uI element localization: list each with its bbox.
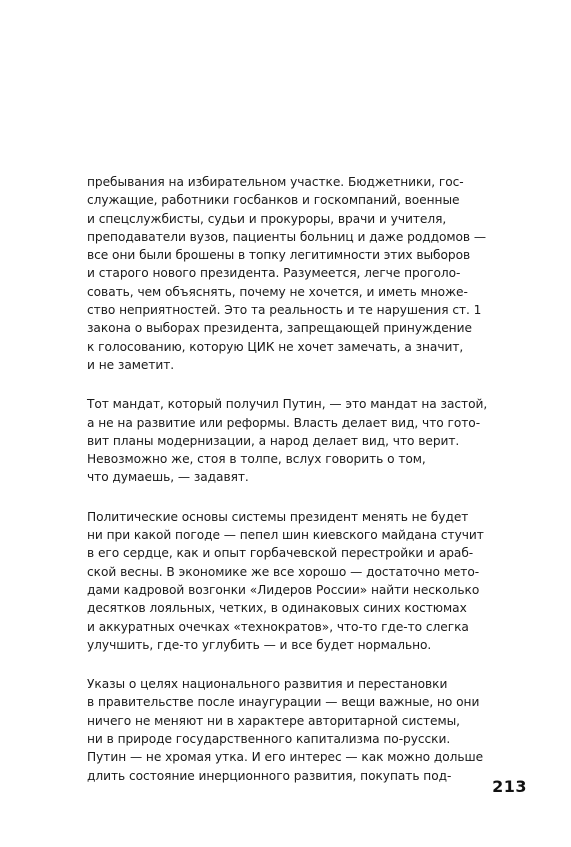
- text-line: в правительстве после инаугурации — вещи важные, но они: [87, 695, 480, 710]
- paragraph-2: [87, 395, 488, 486]
- text-line: вит планы модернизации, а народ делает вид, что верит.: [87, 433, 460, 448]
- text-line: улучшить, где-то углубить — и все будет нормально.: [87, 637, 432, 652]
- text-line: Невозможно же, стоя в толпе, вслух говорить о том,: [87, 452, 426, 467]
- text-line: и аккуратных очечках «технократов», что-то где-то слегка: [87, 619, 469, 634]
- text-line: совать, чем объяснять, почему не хочется, и иметь множе-: [87, 284, 468, 299]
- text-line: ство неприятностей. Это та реальность и те нарушения ст. 1: [87, 303, 482, 318]
- text-line: и старого нового президента. Разумеется, легче проголо-: [87, 266, 461, 281]
- text-line: Указы о целях национального развития и перестановки: [87, 677, 448, 692]
- text-line: а не на развитие или реформы. Власть делает вид, что гото-: [87, 415, 481, 430]
- text-line: ни в природе государственного капитализма по-русски.: [87, 732, 451, 747]
- text-line: и спецслужбисты, судьи и прокуроры, врачи и учителя,: [87, 211, 447, 226]
- text-line: что думаешь, — задавят.: [87, 470, 249, 485]
- text-line: ской весны. В экономике же все хорошо — достаточно мето-: [87, 564, 480, 579]
- text-line: служащие, работники госбанков и госкомпаний, военные: [87, 193, 460, 208]
- text-line: и не заметит.: [87, 357, 175, 372]
- text-line: ничего не меняют ни в характере авторитарной системы,: [87, 713, 461, 728]
- text-line: дами кадровой возгонки «Лидеров России» найти несколько: [87, 582, 480, 597]
- text-line: пребывания на избирательном участке. Бюджетники, гос-: [87, 175, 464, 189]
- paragraph-1: [87, 173, 487, 374]
- page-number: 213: [492, 777, 527, 796]
- text-line: десятков лояльных, четких, в одинаковых синих костюмах: [87, 601, 467, 616]
- text-line: длить состояние инерционного развития, покупать под-: [87, 768, 452, 783]
- body-text: [87, 173, 488, 806]
- paragraph-4: [87, 675, 484, 785]
- text-line: закона о выборах президента, запрещающей принуждение: [87, 321, 472, 336]
- text-line: Тот мандат, который получил Путин, — это мандат на застой,: [87, 397, 488, 412]
- text-line: к голосованию, которую ЦИК не хочет замечать, а значит,: [87, 339, 464, 354]
- text-line: ни при какой погоде — пепел шин киевского майдана стучит: [87, 528, 484, 543]
- text-line: все они были брошены в топку легитимности этих выборов: [87, 248, 471, 263]
- text-line: Политические основы системы президент менять не будет: [87, 509, 469, 524]
- text-line: преподаватели вузов, пациенты больниц и даже роддомов —: [87, 229, 487, 244]
- text-line: в его сердце, как и опыт горбачевской перестройки и араб-: [87, 546, 474, 561]
- paragraph-3: [87, 508, 484, 654]
- text-line: Путин — не хромая утка. И его интерес — как можно дольше: [87, 750, 484, 765]
